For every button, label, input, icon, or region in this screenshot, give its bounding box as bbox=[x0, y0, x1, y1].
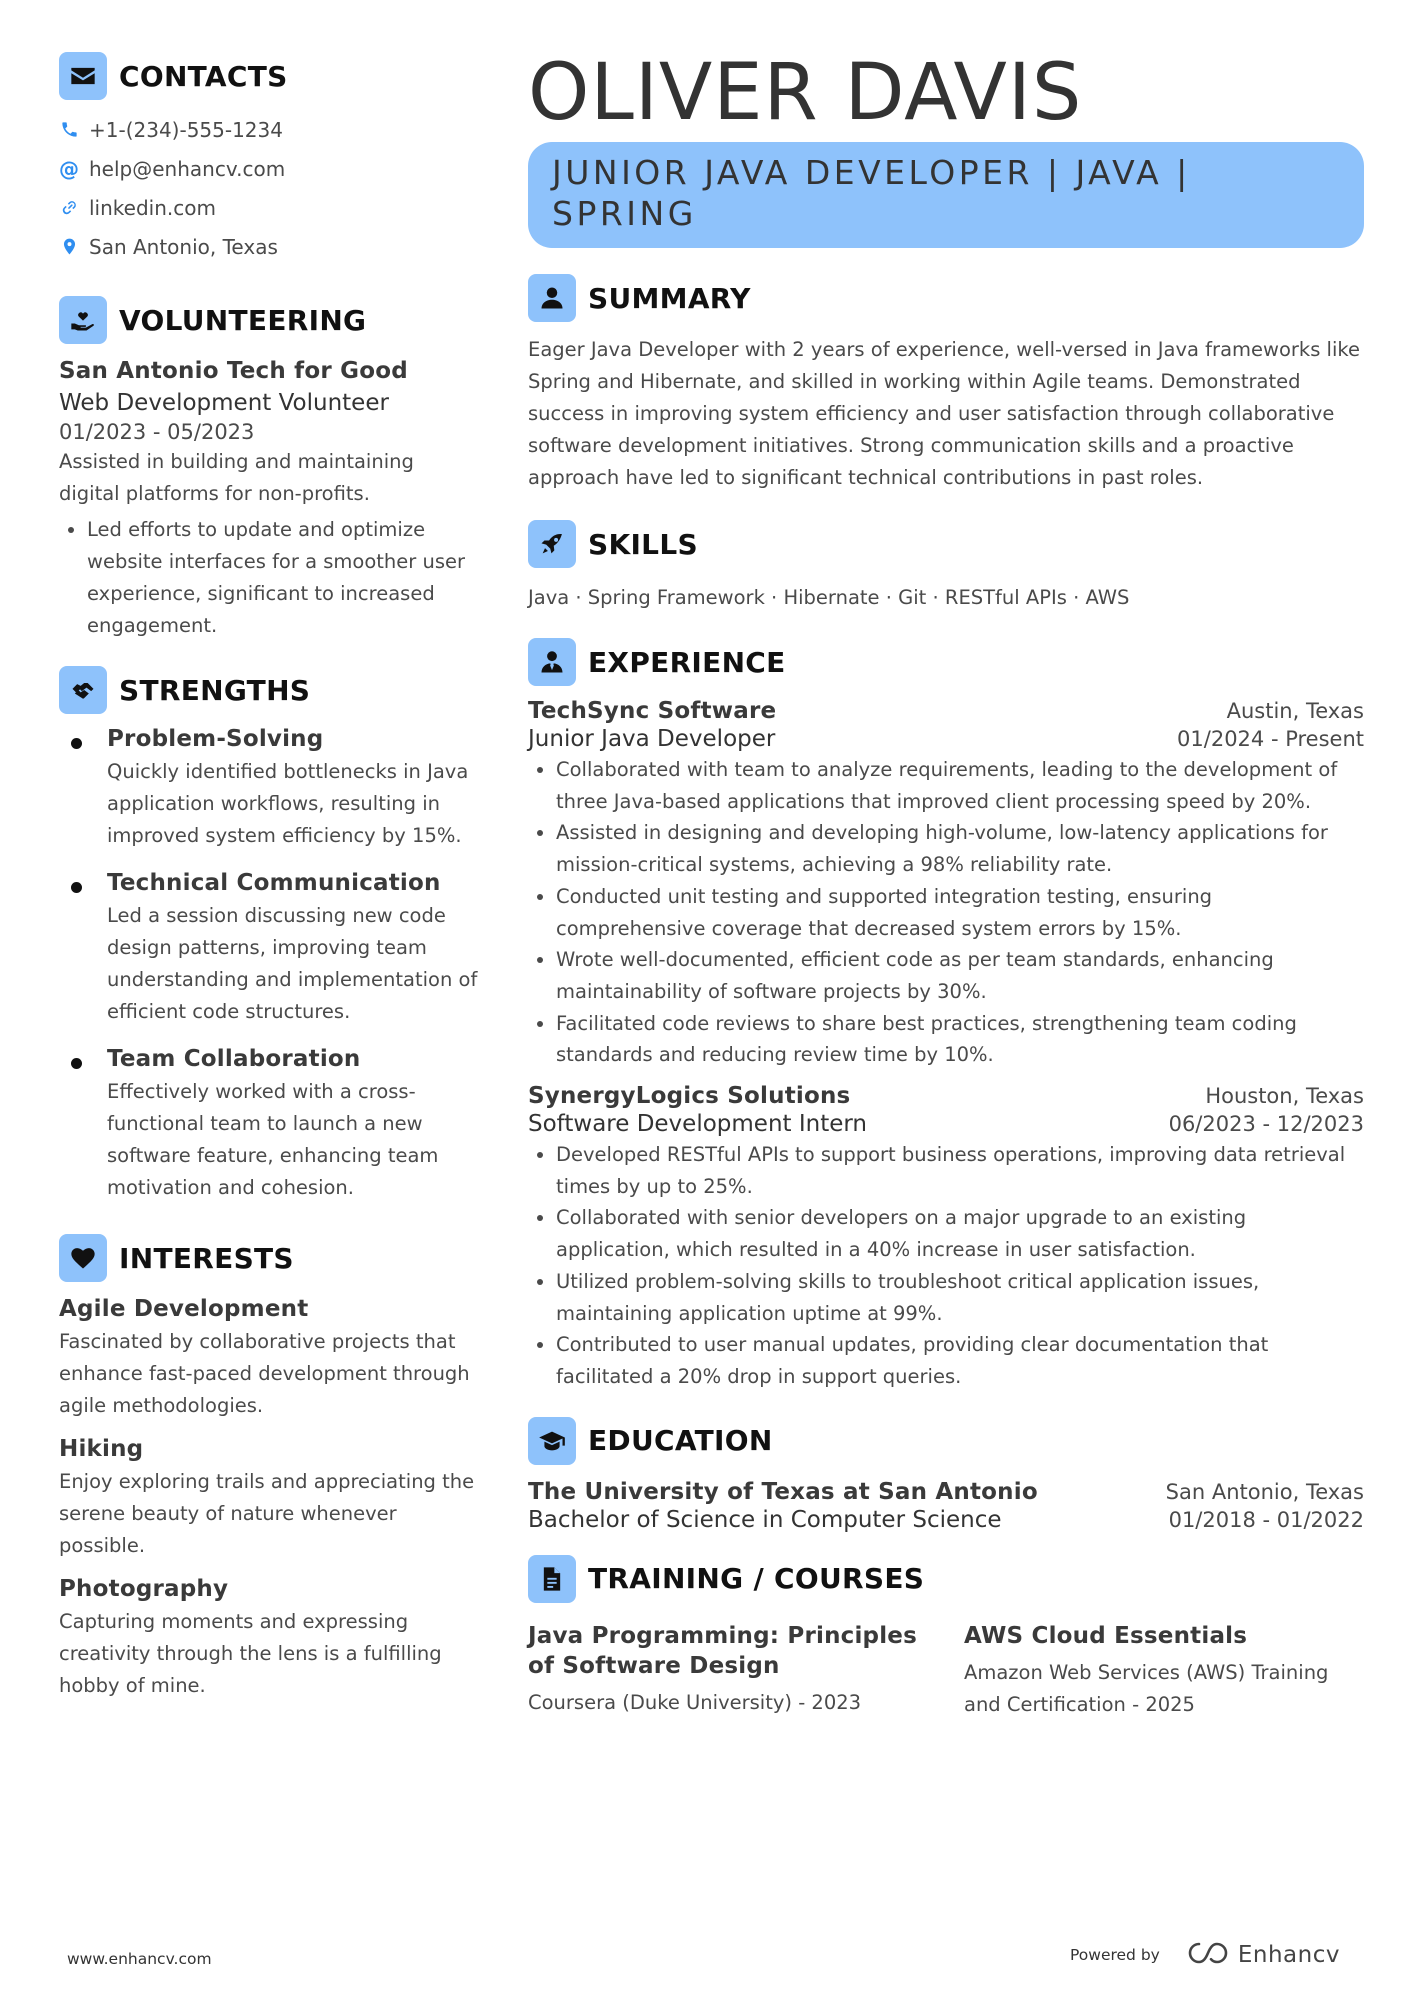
interest-text: Fascinated by collaborative projects that enhance fast-paced development through agile methodologies. bbox=[59, 1330, 470, 1417]
course-detail: Amazon Web Services (AWS) Training and Certification - 2025 bbox=[964, 1660, 1329, 1716]
contact-phone[interactable] bbox=[59, 110, 479, 149]
job-company: TechSync Software bbox=[528, 698, 777, 724]
job-bullet: • Wrote well-documented, efficient code as per team standards, enhancing maintainability of software projects by 30%. bbox=[556, 944, 1364, 1007]
volunteer-role: Web Development Volunteer bbox=[59, 390, 389, 416]
strength-title: Team Collaboration bbox=[107, 1046, 361, 1072]
interest-title: Hiking bbox=[59, 1436, 144, 1462]
heart-icon bbox=[59, 1234, 107, 1282]
footer-powered-by[interactable] bbox=[1070, 1940, 1340, 1970]
job-header-row bbox=[528, 1083, 1364, 1109]
interests-header bbox=[59, 1234, 479, 1282]
job-subheader-row bbox=[528, 1111, 1364, 1137]
job-bullet: • Developed RESTful APIs to support business operations, improving data retrieval times by up to 25%. bbox=[556, 1139, 1364, 1202]
education-school: The University of Texas at San Antonio bbox=[528, 1478, 1038, 1505]
job-bullet: • Conducted unit testing and supported integration testing, ensuring comprehensive coverage that decreased system errors by 15%. bbox=[556, 881, 1364, 944]
strength-text: Led a session discussing new code design patterns, improving team understanding and implementation of efficient code structures. bbox=[107, 904, 478, 1023]
hand-heart-icon bbox=[59, 296, 107, 344]
course-title: AWS Cloud Essentials bbox=[964, 1622, 1248, 1649]
strength-text: Effectively worked with a cross-functional team to launch a new software feature, enhancing team motivation and cohesion. bbox=[107, 1080, 439, 1199]
strength-title: Problem-Solving bbox=[107, 726, 324, 752]
bullet-dot bbox=[71, 738, 82, 749]
job-entry bbox=[528, 1083, 1364, 1393]
phone-icon bbox=[59, 120, 79, 140]
rocket-icon bbox=[528, 520, 576, 568]
summary-header bbox=[528, 274, 1364, 322]
powered-by-text: Powered by bbox=[1070, 1946, 1160, 1964]
candidate-name: OLIVER DAVIS bbox=[528, 48, 1083, 138]
handshake-icon bbox=[59, 666, 107, 714]
job-location: Houston, Texas bbox=[1205, 1084, 1364, 1109]
volunteer-dates: 01/2023 - 05/2023 bbox=[59, 420, 255, 444]
interests-heading: INTERESTS bbox=[119, 1241, 294, 1275]
job-subheader-row bbox=[528, 726, 1364, 752]
job-role: Software Development Intern bbox=[528, 1111, 868, 1138]
job-bullet: • Assisted in designing and developing high-volume, low-latency applications for mission-critical systems, achieving a 98% reliability rate. bbox=[556, 817, 1364, 880]
enhancv-logo-icon bbox=[1186, 1940, 1230, 1970]
strength-item bbox=[59, 726, 479, 852]
envelope-icon bbox=[59, 52, 107, 100]
user-icon bbox=[528, 274, 576, 322]
job-bullet: • Utilized problem-solving skills to troubleshoot critical application issues, maintaining application uptime at 99%. bbox=[556, 1266, 1364, 1329]
job-company: SynergyLogics Solutions bbox=[528, 1083, 851, 1110]
bullet-dot bbox=[71, 1058, 82, 1069]
link-icon bbox=[59, 198, 79, 218]
courses-row bbox=[528, 1621, 1364, 1721]
interest-title: Photography bbox=[59, 1576, 229, 1602]
experience-header bbox=[528, 638, 1364, 686]
strength-item bbox=[59, 870, 479, 1028]
education-header-row bbox=[528, 1479, 1364, 1505]
strengths-heading: STRENGTHS bbox=[119, 673, 311, 707]
volunteer-org: San Antonio Tech for Good bbox=[59, 358, 408, 384]
document-icon bbox=[528, 1555, 576, 1603]
job-header-row bbox=[528, 698, 1364, 724]
volunteer-bullet: • Led efforts to update and optimize website interfaces for a smoother user experience, significant to increased engagement. bbox=[87, 514, 479, 642]
education-header bbox=[528, 1417, 1364, 1465]
footer-website[interactable]: www.enhancv.com bbox=[67, 1950, 212, 1968]
experience-heading: EXPERIENCE bbox=[588, 645, 786, 679]
training-heading: TRAINING / COURSES bbox=[588, 1562, 925, 1596]
user-tie-icon bbox=[528, 638, 576, 686]
contacts-heading: CONTACTS bbox=[119, 59, 288, 93]
volunteering-heading: VOLUNTEERING bbox=[119, 303, 367, 337]
strength-title: Technical Communication bbox=[107, 870, 441, 896]
job-bullet: • Collaborated with senior developers on a major upgrade to an existing application, which resulted in a 40% increase in user satisfaction. bbox=[556, 1202, 1364, 1265]
summary-text: Eager Java Developer with 2 years of experience, well-versed in Java frameworks like Spring and Hibernate, and skilled in working within Agile teams. Demonstrated success in improving system efficiency and user satisfaction through collaborative software development initiatives. Strong communication skills and a proactive approach have led to significant technical contributions in past roles. bbox=[528, 338, 1360, 489]
strength-text: Quickly identified bottlenecks in Java application workflows, resulting in improved system efficiency by 15%. bbox=[107, 760, 469, 847]
course-title: Java Programming: Principles of Software Design bbox=[528, 1622, 917, 1679]
volunteer-bullets bbox=[59, 514, 479, 642]
volunteer-description: Assisted in building and maintaining digital platforms for non-profits. bbox=[59, 450, 414, 505]
job-title-banner: JUNIOR JAVA DEVELOPER | JAVA | SPRING bbox=[528, 142, 1364, 248]
at-icon: @ bbox=[59, 156, 79, 181]
skills-list: Java · Spring Framework · Hibernate · Git · RESTful APIs · AWS bbox=[528, 586, 1130, 609]
course-item bbox=[964, 1621, 1364, 1721]
training-header bbox=[528, 1555, 1364, 1603]
interest-title: Agile Development bbox=[59, 1296, 309, 1322]
phone-text: +1-(234)-555-1234 bbox=[89, 117, 283, 142]
interest-text: Capturing moments and expressing creativity through the lens is a fulfilling hobby of mine. bbox=[59, 1610, 442, 1697]
linkedin-text: linkedin.com bbox=[89, 195, 216, 220]
education-degree: Bachelor of Science in Computer Science bbox=[528, 1506, 1002, 1533]
job-location: Austin, Texas bbox=[1226, 699, 1364, 723]
education-dates: 01/2018 - 01/2022 bbox=[1168, 1507, 1364, 1532]
skills-heading: SKILLS bbox=[588, 527, 698, 561]
education-subheader-row bbox=[528, 1507, 1364, 1533]
education-location: San Antonio, Texas bbox=[1165, 1479, 1364, 1504]
job-bullet: • Contributed to user manual updates, providing clear documentation that facilitated a 20% drop in support queries. bbox=[556, 1329, 1364, 1392]
interest-text: Enjoy exploring trails and appreciating the serene beauty of nature whenever possible. bbox=[59, 1470, 475, 1557]
strength-item bbox=[59, 1046, 479, 1204]
contact-linkedin[interactable] bbox=[59, 188, 479, 227]
volunteering-header bbox=[59, 296, 479, 344]
education-heading: EDUCATION bbox=[588, 1424, 773, 1458]
job-bullet: • Collaborated with team to analyze requirements, leading to the development of three Java-based applications that improved client processing speed by 20%. bbox=[556, 754, 1364, 817]
bullet-dot bbox=[71, 882, 82, 893]
strengths-header bbox=[59, 666, 479, 714]
graduation-cap-icon bbox=[528, 1417, 576, 1465]
job-bullet: • Facilitated code reviews to share best practices, strengthening team coding standards and reducing review time by 10%. bbox=[556, 1008, 1364, 1071]
course-item bbox=[528, 1621, 964, 1721]
enhancv-brand: Enhancv bbox=[1237, 1942, 1340, 1968]
job-bullets bbox=[528, 1139, 1364, 1393]
course-detail: Coursera (Duke University) - 2023 bbox=[528, 1690, 862, 1714]
job-dates: 06/2023 - 12/2023 bbox=[1168, 1112, 1364, 1137]
skills-header bbox=[528, 520, 1364, 568]
contact-email[interactable] bbox=[59, 149, 479, 188]
right-column bbox=[528, 48, 1364, 1721]
left-column bbox=[59, 52, 479, 1702]
email-text: help@enhancv.com bbox=[89, 156, 286, 181]
summary-heading: SUMMARY bbox=[588, 281, 751, 315]
job-entry bbox=[528, 698, 1364, 1071]
map-pin-icon bbox=[59, 237, 79, 257]
job-dates: 01/2024 - Present bbox=[1177, 727, 1364, 751]
job-bullets bbox=[528, 754, 1364, 1071]
job-role: Junior Java Developer bbox=[528, 726, 776, 752]
contact-location bbox=[59, 227, 479, 266]
location-text: San Antonio, Texas bbox=[89, 234, 278, 259]
contacts-header bbox=[59, 52, 479, 100]
